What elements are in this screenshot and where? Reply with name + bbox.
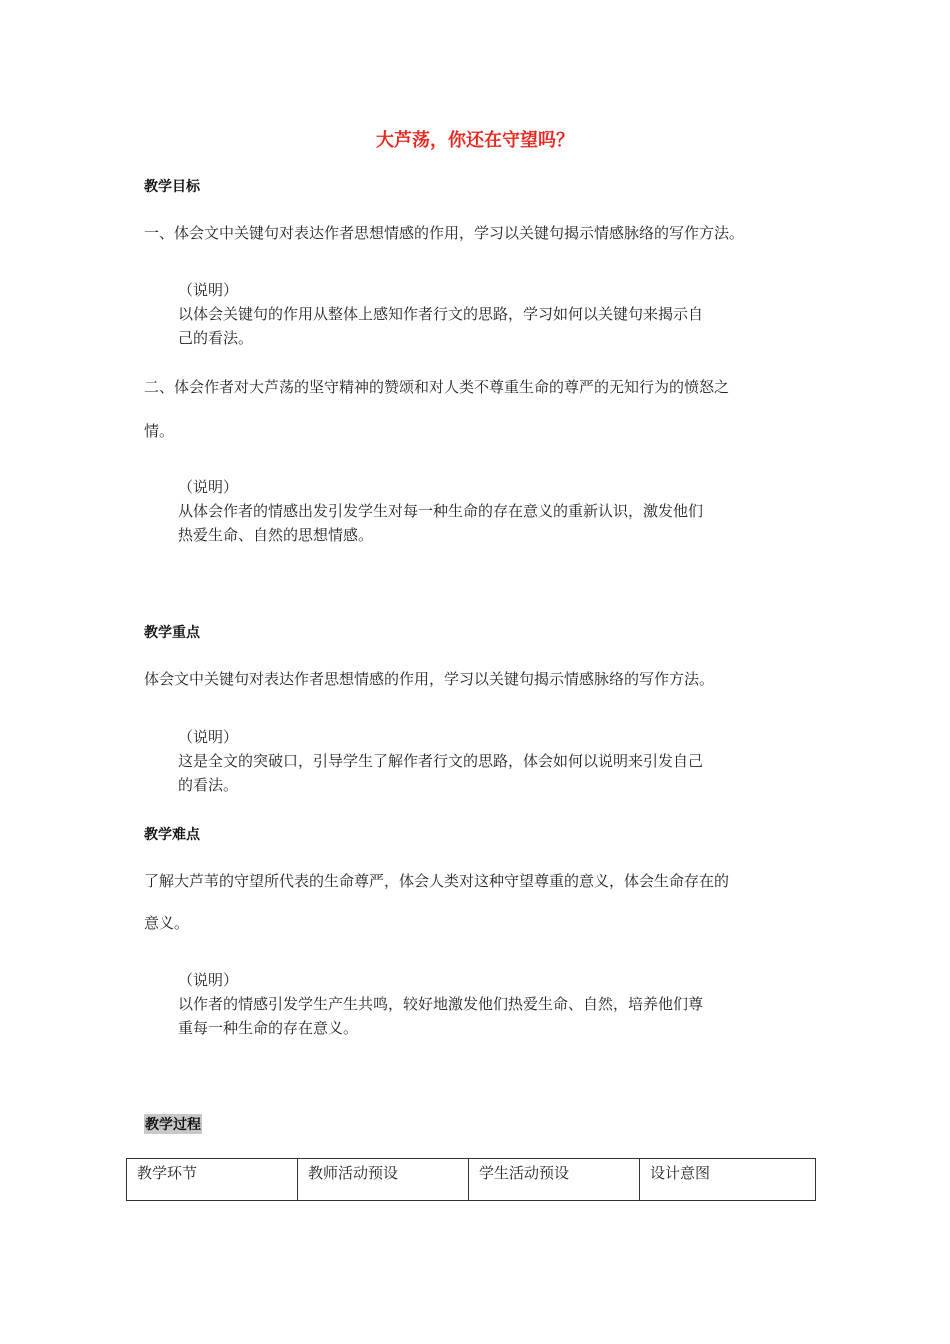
- note-line: 这是全文的突破口，引导学生了解作者行文的思路，体会如何以说明来引发自己: [178, 752, 704, 770]
- difficulty-line-1: 了解大芦苇的守望所代表的生命尊严，体会人类对这种守望尊重的意义，体会生命存在的: [144, 872, 730, 890]
- column-header: 教学环节: [127, 1159, 298, 1201]
- column-header: 设计意图: [640, 1159, 816, 1201]
- column-header: 学生活动预设: [469, 1159, 640, 1201]
- note-line: 从体会作者的情感出发引发学生对每一种生命的存在意义的重新认识，激发他们: [178, 502, 704, 520]
- note-line: 的看法。: [178, 776, 239, 794]
- difficulty-line-2: 意义。: [144, 914, 190, 932]
- column-header: 教师活动预设: [298, 1159, 469, 1201]
- section-heading-goals: 教学目标: [144, 179, 200, 195]
- note-line: 以体会关键句的作用从整体上感知作者行文的思路，学习如何以关键句来揭示自: [178, 305, 704, 323]
- note-label: （说明）: [178, 478, 239, 496]
- note-line: 己的看法。: [178, 329, 254, 347]
- difficulty-note: [178, 968, 703, 1040]
- goal-item-1: 一、体会文中关键句对表达作者思想情感的作用，学习以关键句揭示情感脉络的写作方法。: [144, 224, 745, 242]
- goal-note-2: [178, 475, 703, 547]
- goal-note-1: [178, 278, 703, 350]
- note-label: （说明）: [178, 728, 239, 746]
- section-heading-keypoint: 教学重点: [144, 625, 200, 641]
- goal-item-2-line-2: 情。: [144, 422, 175, 440]
- process-table: [126, 1158, 816, 1201]
- note-label: （说明）: [178, 281, 239, 299]
- keypoint-note: [178, 725, 703, 797]
- note-line: 以作者的情感引发学生产生共鸣，较好地激发他们热爱生命、自然，培养他们尊: [178, 995, 704, 1013]
- page-title: 大芦荡，你还在守望吗？: [376, 130, 574, 151]
- table-header-row: [127, 1159, 816, 1201]
- note-label: （说明）: [178, 971, 239, 989]
- goal-item-2-line-1: 二、体会作者对大芦荡的坚守精神的赞颂和对人类不尊重生命的尊严的无知行为的愤怒之: [144, 378, 730, 396]
- note-line: 重每一种生命的存在意义。: [178, 1019, 359, 1037]
- section-heading-process: 教学过程: [144, 1114, 202, 1134]
- keypoint-text: 体会文中关键句对表达作者思想情感的作用，学习以关键句揭示情感脉络的写作方法。: [144, 670, 715, 688]
- note-line: 热爱生命、自然的思想情感。: [178, 526, 374, 544]
- section-heading-difficulty: 教学难点: [144, 827, 200, 843]
